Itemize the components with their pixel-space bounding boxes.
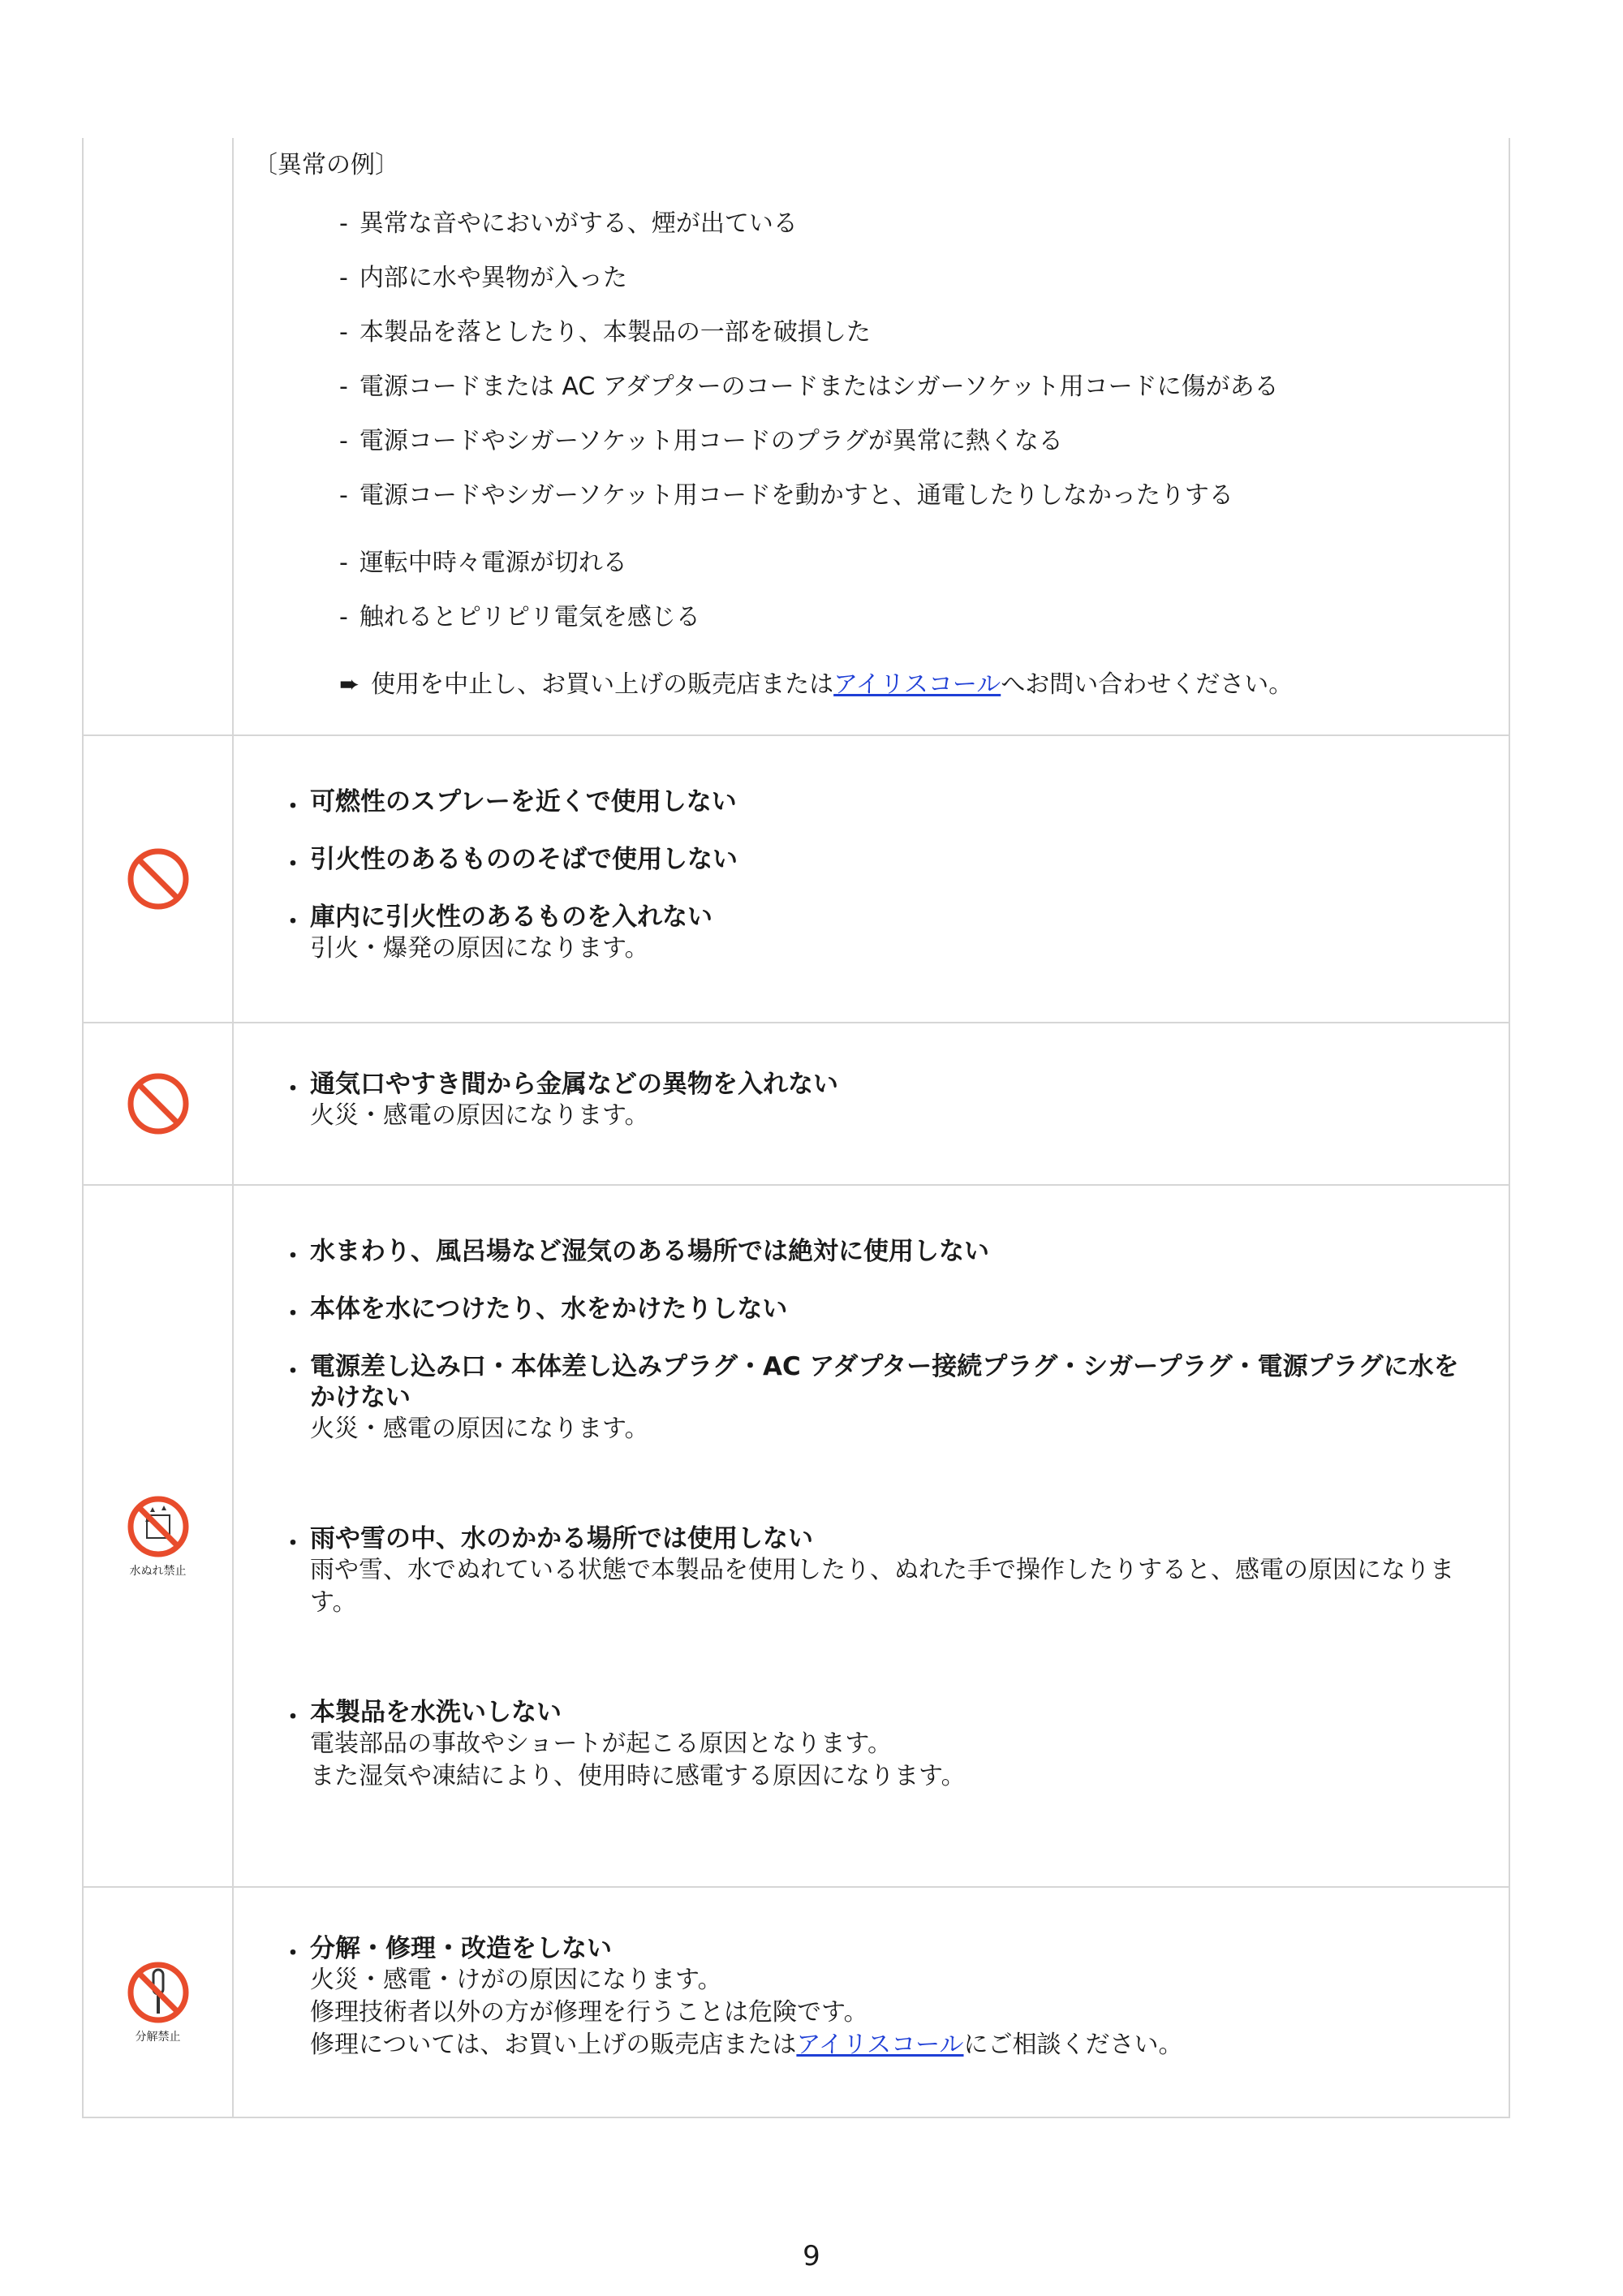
action-instruction	[339, 664, 1293, 700]
warning-heading: 可燃性のスプレーを近くで使用しない	[310, 787, 737, 816]
bullet-mark: ・	[281, 1300, 305, 1329]
warning-item	[281, 1697, 1476, 1793]
dash-mark: -	[339, 603, 348, 631]
warning-description: 火災・感電の原因になります。	[310, 1415, 649, 1443]
icon-cell	[84, 736, 234, 1022]
dash-mark: -	[339, 264, 348, 292]
warning-heading: 本体を水につけたり、水をかけたりしない	[310, 1294, 788, 1324]
warning-heading: 分解・修理・改造をしない	[310, 1934, 612, 1963]
bullet-mark: ・	[281, 908, 305, 937]
warning-list	[281, 1933, 1476, 2088]
warning-heading: 庫内に引火性のあるものを入れない	[310, 902, 712, 932]
warning-description: 火災・感電・けがの原因になります。	[310, 1966, 722, 1994]
dash-mark: -	[339, 481, 348, 510]
warning-heading: 水まわり、風呂場など湿気のある場所では絶対に使用しない	[310, 1237, 989, 1266]
list-item	[339, 209, 1279, 264]
dash-mark: -	[339, 549, 348, 577]
dash-mark: -	[339, 318, 348, 347]
warning-heading: 雨や雪の中、水のかかる場所では使用しない	[310, 1524, 813, 1553]
warning-list	[281, 1236, 1476, 1820]
warning-heading: 通気口やすき間から金属などの異物を入れない	[310, 1070, 838, 1099]
warning-item	[281, 1933, 1476, 2061]
flammable-warning-cell	[234, 736, 1509, 1022]
bullet-mark: ・	[281, 851, 305, 879]
warning-description: 火災・感電の原因になります。	[310, 1101, 649, 1130]
icon-caption: 水ぬれ禁止	[129, 1564, 187, 1578]
icon-caption: 分解禁止	[135, 2031, 181, 2044]
description-text-end: にご相談ください。	[963, 2031, 1183, 2059]
warning-table	[82, 138, 1510, 2118]
warning-description: 電装部品の事故やショートが起こる原因となります。 また湿気や凍結により、使用時に感電する原因になります。	[310, 1730, 966, 1790]
iris-call-link[interactable]: アイリスコール	[796, 2031, 964, 2059]
dash-mark: -	[339, 373, 348, 401]
warning-heading: 引火性のあるもののそばで使用しない	[310, 845, 738, 874]
warning-heading: 電源差し込み口・本体差し込みプラグ・AC アダプター接続プラグ・シガープラグ・電源プラグに水をかけない	[310, 1352, 1459, 1412]
list-item	[339, 373, 1279, 427]
warning-item	[281, 1351, 1476, 1445]
iris-call-link[interactable]: アイリスコール	[833, 670, 1001, 699]
icon-cell	[84, 1888, 234, 2117]
warning-item	[281, 786, 1476, 821]
foreign-object-warning-row	[84, 1022, 1509, 1184]
list-item	[339, 549, 1279, 603]
warning-item	[281, 1523, 1476, 1619]
bullet-mark: ・	[281, 1940, 305, 1968]
bullet-mark: ・	[281, 1704, 305, 1732]
warning-item	[281, 1069, 1476, 1132]
list-item-text: 本製品を落としたり、本製品の一部を破損した	[359, 318, 871, 347]
arrow-right-icon: ➨	[339, 670, 360, 699]
description-text: 修理については、お買い上げの販売店または	[310, 2031, 797, 2059]
disassembly-warning-cell	[234, 1888, 1509, 2117]
list-item	[339, 318, 1279, 373]
list-item	[339, 264, 1279, 318]
abnormal-examples-row	[84, 138, 1509, 734]
warning-item	[281, 1294, 1476, 1329]
warning-description: 雨や雪、水でぬれている状態で本製品を使用したり、ぬれた手で操作したりすると、感電の原因になります。	[310, 1556, 1454, 1617]
dash-mark: -	[339, 427, 348, 455]
abnormal-examples-cell	[234, 138, 1509, 734]
empty-icon-cell	[84, 138, 234, 734]
warning-item	[281, 902, 1476, 965]
bullet-mark: ・	[281, 1243, 305, 1271]
water-warning-cell	[234, 1186, 1509, 1886]
abnormal-examples-title: 〔異常の例〕	[253, 151, 399, 179]
list-item-text: 電源コードやシガーソケット用コードのプラグが異常に熱くなる	[359, 427, 1063, 455]
warning-description: 修理技術者以外の方が修理を行うことは危険です。	[310, 1998, 868, 2027]
warning-list	[281, 786, 1476, 992]
warning-description	[310, 2029, 1476, 2061]
icon-cell	[84, 1023, 234, 1184]
prohibition-icon	[126, 1071, 191, 1136]
water-warning-row	[84, 1184, 1509, 1886]
list-item-text: 触れるとピリピリ電気を感じる	[359, 603, 700, 631]
action-text: 使用を中止し、お買い上げの販売店または	[371, 670, 834, 699]
icon-cell	[84, 1186, 234, 1886]
bullet-mark: ・	[281, 1358, 305, 1386]
bullet-mark: ・	[281, 793, 305, 821]
no-disassembly-icon	[126, 1960, 191, 2025]
prohibition-icon	[126, 846, 191, 911]
warning-description: 引火・爆発の原因になります。	[310, 934, 649, 963]
foreign-object-warning-cell	[234, 1023, 1509, 1184]
list-item	[339, 603, 1279, 657]
list-item-text: 電源コードやシガーソケット用コードを動かすと、通電したりしなかったりする	[359, 481, 1233, 510]
dash-mark: -	[339, 209, 348, 238]
action-text-end: へお問い合わせください。	[1001, 670, 1294, 699]
no-water-icon	[126, 1494, 191, 1559]
warning-item	[281, 1236, 1476, 1271]
bullet-mark: ・	[281, 1075, 305, 1104]
flammable-warning-row	[84, 734, 1509, 1022]
list-item-text: 電源コードまたは AC アダプターのコードまたはシガーソケット用コードに傷がある	[359, 373, 1279, 401]
warning-item	[281, 844, 1476, 879]
bullet-mark: ・	[281, 1530, 305, 1558]
warning-list	[281, 1069, 1476, 1159]
abnormal-examples-list	[339, 209, 1279, 657]
disassembly-warning-row	[84, 1886, 1509, 2117]
list-item	[339, 427, 1279, 481]
list-item-text: 運転中時々電源が切れる	[359, 549, 627, 577]
list-item-text: 内部に水や異物が入った	[359, 264, 627, 292]
list-item-text: 異常な音やにおいがする、煙が出ている	[359, 209, 798, 238]
warning-heading: 本製品を水洗いしない	[310, 1698, 562, 1727]
list-item	[339, 481, 1279, 536]
page-number: 9	[803, 2240, 820, 2272]
